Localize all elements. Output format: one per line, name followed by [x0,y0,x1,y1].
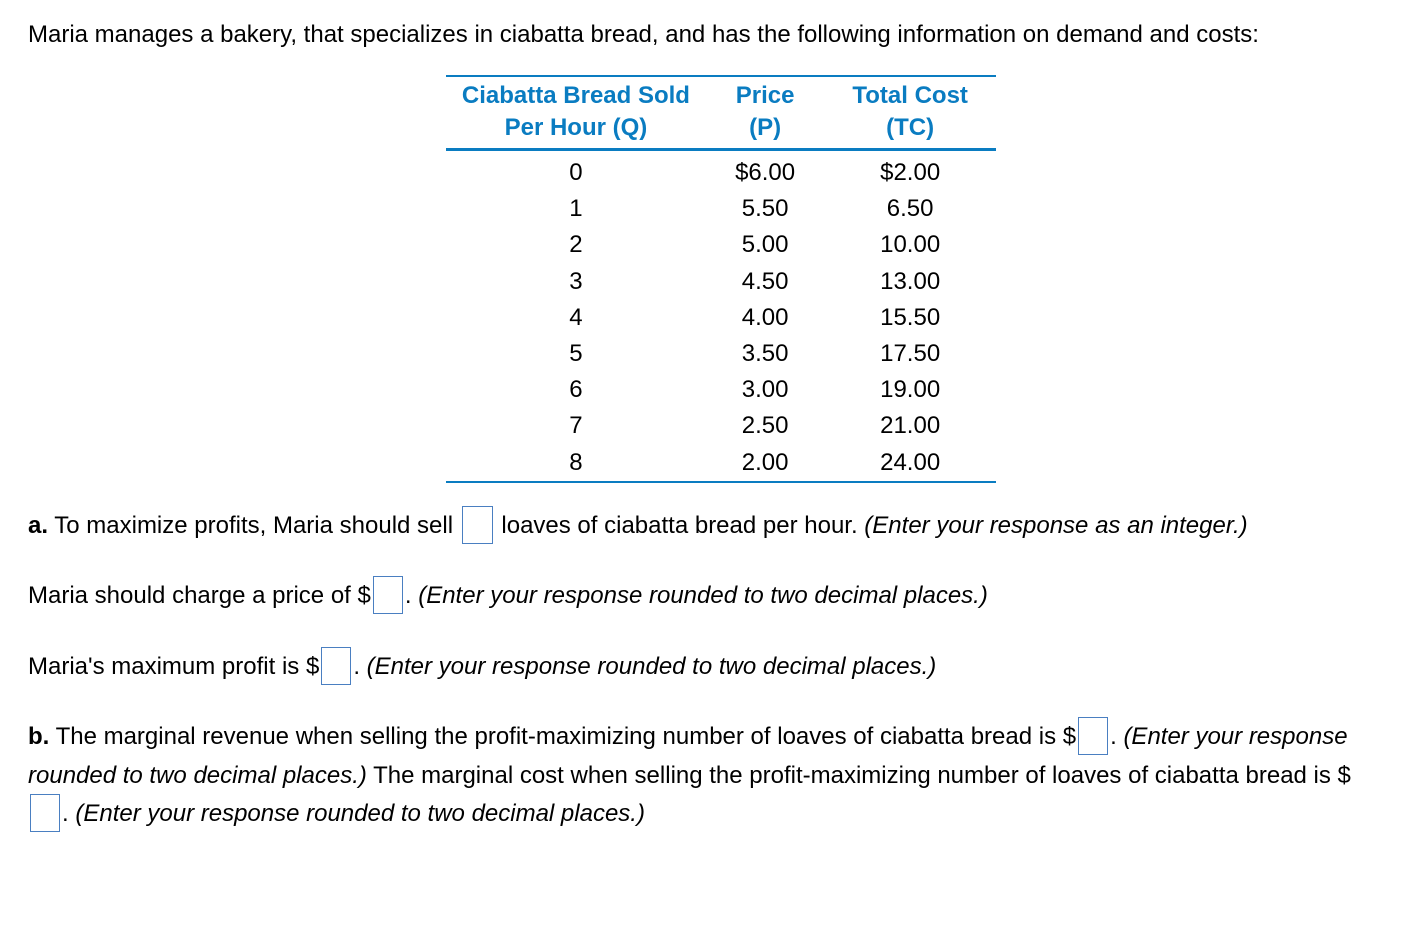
cell-total-cost: 10.00 [880,231,941,259]
cell-quantity: 4 [569,303,583,331]
cell-price: 2.00 [741,448,789,476]
header-price-line2: (P) [749,114,782,141]
cell-total-cost: 6.50 [886,195,934,223]
part-a-q2-text-before: Maria should charge a price of $ [28,582,371,609]
part-a-question-2 [28,577,988,616]
table-row [446,300,996,336]
header-price [706,76,824,150]
part-b-mc-text-after: . [62,800,76,828]
table-row [446,336,996,372]
cell-price: 5.50 [741,195,789,223]
header-quantity-line1: Ciabatta Bread Sold [461,82,690,109]
header-quantity-line2: Per Hour (Q) [504,114,648,141]
cell-quantity: 3 [569,267,583,295]
part-a-q2-text-after: . [404,582,419,609]
cell-quantity: 7 [569,412,583,440]
part-a-q3-hint: (Enter your response rounded to two decimal places.) [366,653,937,680]
table-row [446,408,996,444]
cell-price: 3.50 [741,340,789,368]
marginal-cost-answer-input[interactable] [30,794,60,832]
part-b-mc-text-before: The marginal cost when selling the profit-maximizing number of loaves of ciabatta bread is $ [366,761,1351,789]
table-row [446,445,996,482]
table-row [446,372,996,408]
table-row [446,227,996,263]
part-a-label: a. [28,512,49,539]
cell-total-cost: 19.00 [880,376,941,404]
table-row [446,264,996,300]
table-header-row [446,76,996,150]
header-quantity [446,76,706,150]
cell-total-cost: 17.50 [880,340,941,368]
table-row [446,191,996,227]
table-row [446,150,996,192]
cell-total-cost: 13.00 [880,267,941,295]
profit-answer-input[interactable] [321,647,351,685]
cell-quantity: 6 [569,376,583,404]
part-a-question-3 [28,648,936,687]
header-total-cost [824,76,996,150]
part-a-q3-text-after: . [353,653,367,680]
header-total-cost-line1: Total Cost [852,82,968,109]
cell-total-cost: $2.00 [880,159,941,187]
part-a-q1-hint: (Enter your response as an integer.) [864,512,1248,539]
demand-cost-table [446,75,996,483]
table-body [446,150,996,482]
cell-quantity: 0 [569,159,583,187]
header-total-cost-line2: (TC) [886,114,935,141]
cell-total-cost: 21.00 [880,412,941,440]
part-a-q1-text-after: loaves of ciabatta bread per hour. [494,512,865,539]
quantity-answer-input[interactable] [462,506,493,544]
part-b-label: b. [28,723,50,750]
header-price-line1: Price [735,82,795,109]
cell-quantity: 1 [569,195,583,223]
cell-price: 2.50 [741,412,789,440]
cell-price: 4.50 [741,267,789,295]
price-answer-input[interactable] [373,576,403,614]
cell-price: 3.00 [741,376,789,404]
part-b-question [28,718,1373,834]
cell-total-cost: 15.50 [880,303,941,331]
part-b-mr-hint: (Enter your response rounded to two decimal places.) [28,723,1348,789]
part-b-mr-text-after: . [1110,723,1124,750]
cell-price: 4.00 [741,303,789,331]
cell-price: $6.00 [735,159,796,187]
cell-total-cost: 24.00 [880,448,941,476]
cell-quantity: 2 [569,231,583,259]
part-a-q1-text-before: To maximize profits, Maria should sell [48,512,460,539]
part-a-question-1 [28,507,1248,546]
cell-quantity: 8 [569,448,583,476]
part-b-mc-hint: (Enter your response rounded to two decimal places.) [75,800,645,828]
cell-price: 5.00 [741,231,789,259]
part-b-mr-text-before: The marginal revenue when selling the profit-maximizing number of loaves of ciabatta bread is $ [49,723,1077,750]
marginal-revenue-answer-input[interactable] [1078,717,1108,755]
part-a-q2-hint: (Enter your response rounded to two decimal places.) [418,582,988,609]
cell-quantity: 5 [569,340,583,368]
part-a-q3-text-before: Maria's maximum profit is $ [28,653,320,680]
question-intro: Maria manages a bakery, that specializes in ciabatta bread, and has the following information on demand and costs: [28,21,1259,48]
